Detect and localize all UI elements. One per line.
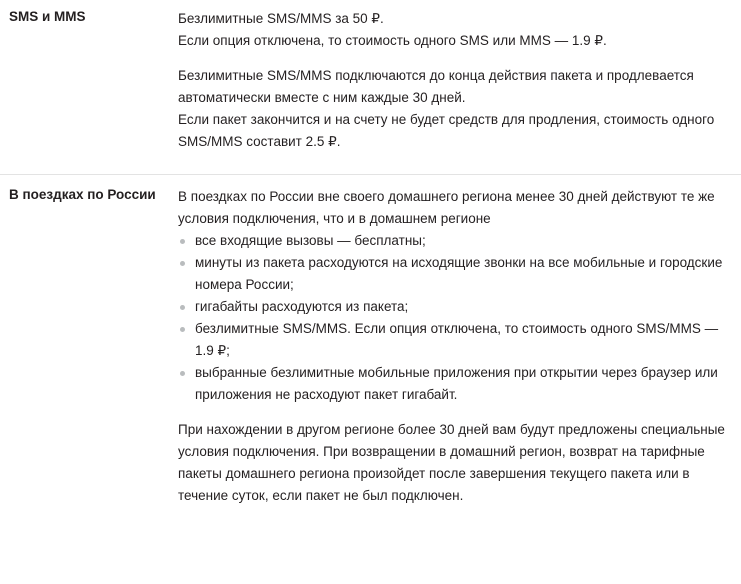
list-item: безлимитные SMS/MMS. Если опция отключена, то стоимость одного SMS/MMS — 1.9 ₽;: [178, 318, 727, 362]
section-travel-russia: [0, 175, 741, 507]
spacer: [178, 52, 727, 65]
spacer: [178, 406, 727, 419]
section-body-travel-russia: [178, 186, 741, 507]
list-item: выбранные безлимитные мобильные приложения при открытии через браузер или приложения не расходуют пакет гигабайт.: [178, 362, 727, 406]
section-body-sms-mms: [178, 8, 741, 153]
paragraph-sms-renewal: Безлимитные SMS/MMS подключаются до конца действия пакета и продлевается автоматически вместе с ним каждые 30 дней.: [178, 68, 694, 105]
paragraph-travel-intro: В поездках по России вне своего домашнего региона менее 30 дней действуют те же условия подключения, что и в домашнем регионе: [178, 189, 715, 226]
list-item: гигабайты расходуются из пакета;: [178, 296, 727, 318]
list-item: все входящие вызовы — бесплатны;: [178, 230, 727, 252]
section-sms-mms: [0, 0, 741, 153]
section-title-travel-russia: В поездках по России: [9, 187, 156, 202]
list-item: минуты из пакета расходуются на исходящие звонки на все мобильные и городские номера России;: [178, 252, 727, 296]
paragraph-sms-no-funds: Если пакет закончится и на счету не будет средств для продления, стоимость одного SMS/MMS составит 2.5 ₽.: [178, 112, 715, 149]
paragraph-travel-outro: При нахождении в другом регионе более 30 дней вам будут предложены специальные условия подключения. При возвращении в домашний регион, возврат на тарифные пакеты домашнего региона произойдет после завершения текущего пакета или в течение суток, если пакет не был подключен.: [178, 422, 725, 503]
section-title-sms-mms: SMS и MMS: [9, 9, 86, 24]
travel-conditions-list: [178, 230, 727, 406]
paragraph-sms-disabled-price: Если опция отключена, то стоимость одного SMS или MMS — 1.9 ₽.: [178, 33, 607, 48]
paragraph-sms-price: Безлимитные SMS/MMS за 50 ₽.: [178, 11, 384, 26]
divider-wrap: [0, 153, 741, 175]
